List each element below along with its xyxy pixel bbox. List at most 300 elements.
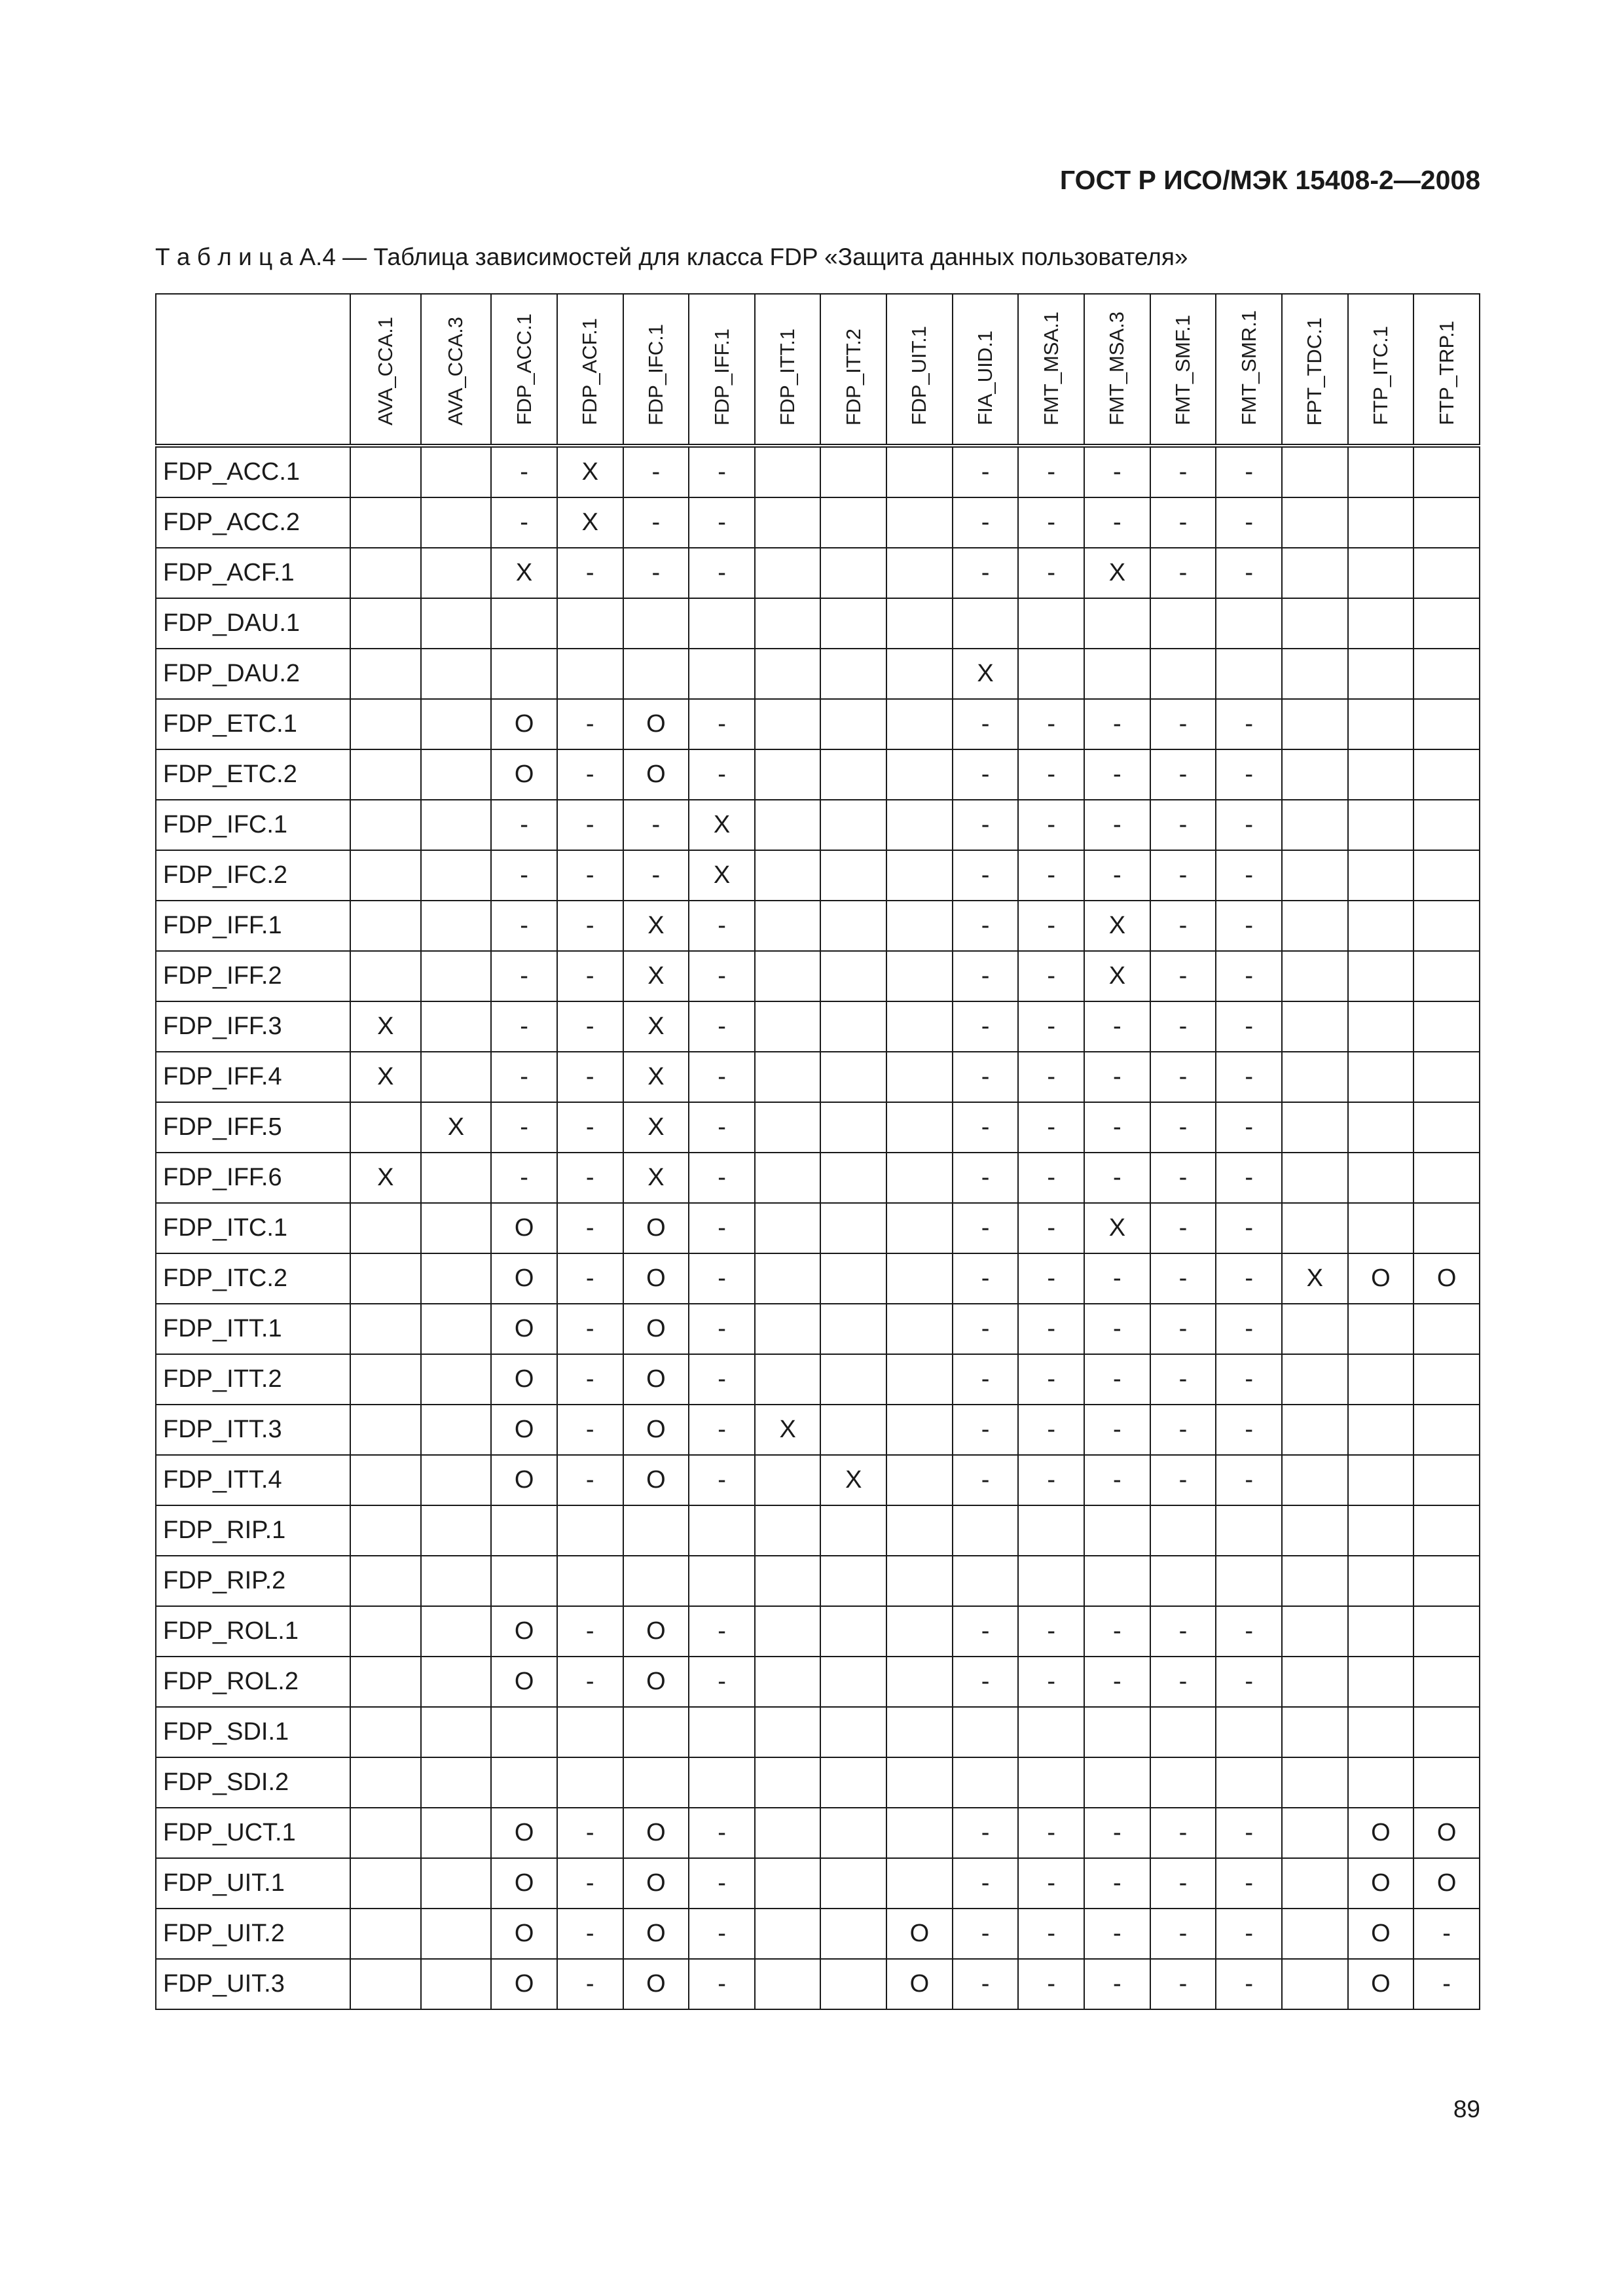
row-label: FDP_ITC.1 — [156, 1203, 350, 1253]
dependency-cell: - — [1150, 1909, 1216, 1959]
dependency-cell: - — [1216, 1304, 1282, 1354]
dependency-cell — [1282, 850, 1348, 901]
dependency-cell: - — [1216, 446, 1282, 497]
dependency-cell — [755, 649, 821, 699]
dependency-cell — [820, 951, 886, 1001]
dependency-cell: - — [689, 1001, 755, 1052]
dependency-cell — [755, 1707, 821, 1757]
dependency-cell: - — [1150, 1304, 1216, 1354]
dependency-cell: - — [1018, 1606, 1084, 1657]
dependency-cell — [557, 649, 623, 699]
dependency-cell — [755, 749, 821, 800]
dependency-cell: - — [953, 1808, 1019, 1858]
dependency-cell — [623, 1757, 689, 1808]
dependency-cell: - — [689, 749, 755, 800]
dependency-cell: - — [1018, 497, 1084, 548]
dependency-cell: - — [1150, 1354, 1216, 1405]
dependency-cell — [1413, 1757, 1480, 1808]
dependency-cell: - — [557, 1959, 623, 2009]
dependency-cell: - — [1150, 1153, 1216, 1203]
dependency-cell: X — [755, 1405, 821, 1455]
dependency-cell: - — [1216, 1001, 1282, 1052]
dependency-cell — [1413, 1102, 1480, 1153]
dependency-cell — [421, 548, 492, 598]
dependency-cell: - — [1216, 1052, 1282, 1102]
dependency-cell: O — [491, 1354, 557, 1405]
dependency-cell — [1413, 446, 1480, 497]
dependency-cell: X — [623, 1102, 689, 1153]
dependency-cell — [1348, 800, 1414, 850]
dependency-cell — [886, 1253, 953, 1304]
dependency-cell — [350, 1556, 421, 1606]
dependency-cell: - — [1018, 1304, 1084, 1354]
dependency-cell: - — [557, 749, 623, 800]
row-label: FDP_ACF.1 — [156, 548, 350, 598]
dependency-cell — [755, 497, 821, 548]
dependency-cell: - — [1018, 1153, 1084, 1203]
dependency-cell: - — [1150, 800, 1216, 850]
dependency-cell: - — [953, 1858, 1019, 1909]
column-header — [820, 294, 886, 446]
dependency-cell: O — [491, 1606, 557, 1657]
column-header — [1413, 294, 1480, 446]
dependency-cell: O — [491, 1909, 557, 1959]
dependency-cell: - — [1413, 1959, 1480, 2009]
dependency-cell — [1084, 1757, 1150, 1808]
dependency-cell: X — [557, 446, 623, 497]
row-label: FDP_ROL.1 — [156, 1606, 350, 1657]
dependency-cell — [1348, 951, 1414, 1001]
dependency-cell — [1282, 1001, 1348, 1052]
dependency-cell: - — [557, 951, 623, 1001]
dependency-cell — [623, 1556, 689, 1606]
dependency-cell — [755, 1354, 821, 1405]
column-header — [1348, 294, 1414, 446]
dependency-cell — [1018, 1505, 1084, 1556]
row-label: FDP_DAU.1 — [156, 598, 350, 649]
dependency-cell: O — [623, 1354, 689, 1405]
row-label: FDP_SDI.1 — [156, 1707, 350, 1757]
dependency-cell: - — [953, 1354, 1019, 1405]
dependency-cell: - — [1150, 1959, 1216, 2009]
dependency-cell — [350, 497, 421, 548]
dependency-cell — [886, 1304, 953, 1354]
dependency-cell — [1413, 1203, 1480, 1253]
dependency-cell: X — [1084, 548, 1150, 598]
row-label: FDP_IFF.1 — [156, 901, 350, 951]
dependency-cell: - — [689, 951, 755, 1001]
dependency-cell — [421, 699, 492, 749]
dependency-cell: O — [886, 1909, 953, 1959]
dependency-cell — [1216, 598, 1282, 649]
dependency-cell — [1348, 1606, 1414, 1657]
dependency-cell: O — [623, 749, 689, 800]
dependency-cell — [820, 1707, 886, 1757]
dependency-cell — [886, 1001, 953, 1052]
dependency-cell — [1282, 951, 1348, 1001]
dependency-cell — [491, 1556, 557, 1606]
dependency-cell: O — [623, 1203, 689, 1253]
dependency-cell: - — [623, 850, 689, 901]
dependency-cell — [350, 1606, 421, 1657]
dependency-cell: - — [1084, 1405, 1150, 1455]
dependency-cell: - — [1084, 1657, 1150, 1707]
dependency-cell: - — [1216, 1657, 1282, 1707]
dependency-cell — [350, 446, 421, 497]
dependency-cell — [1282, 649, 1348, 699]
dependency-cell: O — [491, 749, 557, 800]
dependency-cell: - — [1150, 1405, 1216, 1455]
dependency-cell: - — [689, 1304, 755, 1354]
dependency-cell — [953, 1707, 1019, 1757]
dependency-cell: X — [820, 1455, 886, 1505]
dependency-cell — [755, 699, 821, 749]
row-label: FDP_ETC.1 — [156, 699, 350, 749]
dependency-cell: O — [491, 1203, 557, 1253]
dependency-cell — [953, 1757, 1019, 1808]
dependency-cell: - — [953, 548, 1019, 598]
dependency-cell — [886, 1405, 953, 1455]
table-row — [156, 548, 1480, 598]
dependency-cell — [557, 1707, 623, 1757]
row-label: FDP_IFF.6 — [156, 1153, 350, 1203]
table-row — [156, 1354, 1480, 1405]
dependency-cell — [421, 1304, 492, 1354]
dependency-cell: - — [953, 1606, 1019, 1657]
dependency-cell: - — [1216, 1102, 1282, 1153]
dependency-cell — [350, 1757, 421, 1808]
dependency-cell: O — [1348, 1959, 1414, 2009]
dependency-cell — [820, 800, 886, 850]
dependency-cell — [820, 548, 886, 598]
dependency-table — [155, 293, 1480, 2010]
dependency-cell: O — [491, 1858, 557, 1909]
dependency-cell: O — [491, 699, 557, 749]
dependency-cell — [755, 1757, 821, 1808]
dependency-cell — [886, 1606, 953, 1657]
dependency-cell — [755, 1001, 821, 1052]
dependency-cell: - — [689, 1253, 755, 1304]
table-row — [156, 1909, 1480, 1959]
dependency-cell — [953, 1556, 1019, 1606]
dependency-cell: O — [1348, 1858, 1414, 1909]
dependency-cell: - — [689, 901, 755, 951]
dependency-cell — [623, 1505, 689, 1556]
dependency-cell — [755, 951, 821, 1001]
dependency-cell: - — [491, 446, 557, 497]
dependency-cell — [1084, 1556, 1150, 1606]
dependency-cell: - — [1084, 800, 1150, 850]
dependency-cell: - — [623, 800, 689, 850]
table-row — [156, 1052, 1480, 1102]
dependency-cell — [1348, 850, 1414, 901]
dependency-cell — [350, 598, 421, 649]
dependency-cell — [1282, 1707, 1348, 1757]
row-label: FDP_IFF.4 — [156, 1052, 350, 1102]
column-header-label: AVA_CCA.3 — [444, 317, 467, 425]
dependency-cell — [491, 1757, 557, 1808]
dependency-cell — [1348, 901, 1414, 951]
dependency-cell — [421, 1556, 492, 1606]
dependency-cell: O — [886, 1959, 953, 2009]
dependency-cell — [1413, 598, 1480, 649]
dependency-cell — [1282, 497, 1348, 548]
dependency-cell — [820, 1657, 886, 1707]
dependency-cell — [1084, 649, 1150, 699]
table-row — [156, 1808, 1480, 1858]
dependency-cell — [689, 598, 755, 649]
dependency-cell — [1282, 1556, 1348, 1606]
dependency-cell — [755, 800, 821, 850]
dependency-cell — [820, 446, 886, 497]
dependency-cell — [886, 1354, 953, 1405]
dependency-cell: - — [1084, 850, 1150, 901]
dependency-cell: - — [1084, 1253, 1150, 1304]
dependency-cell — [755, 1052, 821, 1102]
dependency-cell: - — [1018, 699, 1084, 749]
dependency-cell: - — [1216, 1606, 1282, 1657]
dependency-cell — [1216, 649, 1282, 699]
dependency-cell — [1348, 1153, 1414, 1203]
dependency-cell: - — [1413, 1909, 1480, 1959]
table-row — [156, 649, 1480, 699]
dependency-cell — [1282, 1304, 1348, 1354]
table-row — [156, 1001, 1480, 1052]
dependency-cell: - — [1084, 446, 1150, 497]
dependency-cell — [1084, 1505, 1150, 1556]
dependency-cell — [886, 548, 953, 598]
dependency-cell — [1282, 1052, 1348, 1102]
dependency-cell: - — [1084, 1304, 1150, 1354]
dependency-cell: - — [557, 901, 623, 951]
dependency-cell — [820, 1757, 886, 1808]
dependency-cell: - — [1084, 1052, 1150, 1102]
dependency-cell — [421, 598, 492, 649]
table-row — [156, 598, 1480, 649]
dependency-cell: - — [557, 548, 623, 598]
dependency-cell — [689, 649, 755, 699]
dependency-cell — [1413, 1505, 1480, 1556]
dependency-cell — [421, 1707, 492, 1757]
dependency-cell — [1413, 1556, 1480, 1606]
dependency-cell — [953, 598, 1019, 649]
dependency-cell: - — [689, 1455, 755, 1505]
dependency-cell: - — [557, 1052, 623, 1102]
dependency-cell — [350, 699, 421, 749]
column-header-label: FDP_ACF.1 — [578, 318, 602, 425]
dependency-cell — [886, 1757, 953, 1808]
dependency-cell — [820, 1102, 886, 1153]
dependency-cell — [820, 1808, 886, 1858]
table-row — [156, 1405, 1480, 1455]
dependency-cell: - — [557, 699, 623, 749]
dependency-cell: O — [491, 1405, 557, 1455]
dependency-cell — [350, 1808, 421, 1858]
dependency-cell — [1348, 1455, 1414, 1505]
column-header-label: FMT_MSA.1 — [1039, 312, 1063, 425]
dependency-cell — [421, 1354, 492, 1405]
dependency-cell — [623, 1707, 689, 1757]
dependency-cell — [350, 749, 421, 800]
dependency-cell: - — [1018, 1959, 1084, 2009]
dependency-cell — [1348, 1657, 1414, 1707]
dependency-cell — [557, 1556, 623, 1606]
dependency-cell: O — [491, 1657, 557, 1707]
dependency-cell: - — [1216, 1253, 1282, 1304]
dependency-cell — [886, 1707, 953, 1757]
dependency-cell — [820, 649, 886, 699]
dependency-cell — [421, 800, 492, 850]
dependency-cell — [755, 1304, 821, 1354]
dependency-cell — [1282, 1657, 1348, 1707]
dependency-cell: - — [623, 548, 689, 598]
dependency-cell: - — [1018, 1102, 1084, 1153]
dependency-cell: - — [557, 1253, 623, 1304]
dependency-cell — [421, 649, 492, 699]
dependency-cell: - — [953, 1909, 1019, 1959]
dependency-cell: - — [1150, 1657, 1216, 1707]
column-header — [1150, 294, 1216, 446]
column-header — [1282, 294, 1348, 446]
column-header — [886, 294, 953, 446]
dependency-cell: X — [421, 1102, 492, 1153]
dependency-cell — [755, 1808, 821, 1858]
row-label: FDP_ITT.1 — [156, 1304, 350, 1354]
dependency-cell — [350, 1858, 421, 1909]
dependency-cell: - — [1150, 497, 1216, 548]
dependency-cell — [1413, 800, 1480, 850]
dependency-cell: - — [953, 850, 1019, 901]
dependency-cell — [1413, 1657, 1480, 1707]
dependency-cell — [755, 1606, 821, 1657]
column-header-label: FDP_IFC.1 — [644, 323, 667, 425]
dependency-cell: - — [1150, 1808, 1216, 1858]
dependency-cell — [755, 1909, 821, 1959]
dependency-cell: - — [689, 1909, 755, 1959]
dependency-cell — [820, 901, 886, 951]
dependency-cell: - — [1216, 699, 1282, 749]
dependency-cell — [755, 1153, 821, 1203]
dependency-cell: - — [1150, 699, 1216, 749]
row-label: FDP_ACC.2 — [156, 497, 350, 548]
row-label: FDP_DAU.2 — [156, 649, 350, 699]
table-row — [156, 1203, 1480, 1253]
dependency-cell — [1413, 901, 1480, 951]
dependency-cell: O — [491, 1808, 557, 1858]
dependency-cell: - — [1150, 446, 1216, 497]
dependency-cell — [350, 850, 421, 901]
dependency-cell — [421, 1455, 492, 1505]
column-header — [557, 294, 623, 446]
dependency-cell — [1413, 1001, 1480, 1052]
dependency-cell — [689, 1707, 755, 1757]
column-header-label: FTP_ITC.1 — [1368, 326, 1392, 425]
dependency-cell: - — [1018, 1354, 1084, 1405]
dependency-cell — [421, 1253, 492, 1304]
column-header-label: FDP_UIT.1 — [907, 326, 931, 425]
column-header-label: FMT_SMR.1 — [1237, 310, 1260, 425]
dependency-cell — [1282, 749, 1348, 800]
table-row — [156, 699, 1480, 749]
dependency-cell — [755, 1102, 821, 1153]
dependency-cell: O — [1348, 1808, 1414, 1858]
table-row — [156, 1253, 1480, 1304]
dependency-cell — [1348, 1102, 1414, 1153]
dependency-cell: - — [1216, 1153, 1282, 1203]
dependency-cell: - — [1150, 1052, 1216, 1102]
dependency-cell: X — [689, 850, 755, 901]
dependency-cell: - — [953, 699, 1019, 749]
dependency-cell — [755, 1203, 821, 1253]
dependency-cell — [491, 1707, 557, 1757]
dependency-cell — [886, 1203, 953, 1253]
dependency-cell: - — [491, 1153, 557, 1203]
dependency-cell — [1348, 1757, 1414, 1808]
dependency-cell — [755, 548, 821, 598]
dependency-cell — [1216, 1505, 1282, 1556]
dependency-cell — [421, 850, 492, 901]
dependency-cell — [421, 1909, 492, 1959]
dependency-cell — [820, 1556, 886, 1606]
dependency-cell — [350, 1707, 421, 1757]
dependency-cell: - — [1018, 951, 1084, 1001]
dependency-cell — [886, 850, 953, 901]
dependency-cell: - — [689, 548, 755, 598]
dependency-cell — [1348, 598, 1414, 649]
dependency-cell — [886, 1505, 953, 1556]
dependency-cell — [350, 1505, 421, 1556]
dependency-cell — [623, 598, 689, 649]
dependency-cell: - — [1018, 1909, 1084, 1959]
dependency-cell — [1413, 649, 1480, 699]
dependency-cell — [1216, 1556, 1282, 1606]
dependency-cell: - — [491, 951, 557, 1001]
dependency-cell: - — [1150, 901, 1216, 951]
dependency-cell: X — [623, 1153, 689, 1203]
dependency-cell: - — [1216, 497, 1282, 548]
row-label: FDP_RIP.2 — [156, 1556, 350, 1606]
row-label: FDP_ITT.4 — [156, 1455, 350, 1505]
dependency-cell: X — [623, 951, 689, 1001]
table-row — [156, 951, 1480, 1001]
table-row — [156, 749, 1480, 800]
dependency-cell — [755, 1858, 821, 1909]
dependency-cell — [1413, 1304, 1480, 1354]
column-header-label: AVA_CCA.1 — [373, 317, 397, 425]
dependency-cell: O — [1348, 1253, 1414, 1304]
dependency-cell — [1348, 548, 1414, 598]
table-row — [156, 1657, 1480, 1707]
dependency-cell: - — [1084, 1153, 1150, 1203]
dependency-cell — [886, 497, 953, 548]
dependency-cell: O — [623, 1808, 689, 1858]
dependency-cell: - — [557, 1858, 623, 1909]
dependency-cell: - — [491, 800, 557, 850]
row-label: FDP_SDI.2 — [156, 1757, 350, 1808]
dependency-cell — [421, 901, 492, 951]
dependency-cell — [820, 1858, 886, 1909]
dependency-cell — [491, 1505, 557, 1556]
dependency-cell: - — [1084, 1808, 1150, 1858]
dependency-cell — [1282, 1505, 1348, 1556]
dependency-cell: - — [557, 850, 623, 901]
dependency-cell: - — [1018, 1052, 1084, 1102]
table-row — [156, 1707, 1480, 1757]
dependency-cell: - — [1018, 446, 1084, 497]
column-header-label: FPT_TDC.1 — [1303, 317, 1326, 425]
dependency-cell — [557, 1757, 623, 1808]
dependency-cell — [1348, 1354, 1414, 1405]
